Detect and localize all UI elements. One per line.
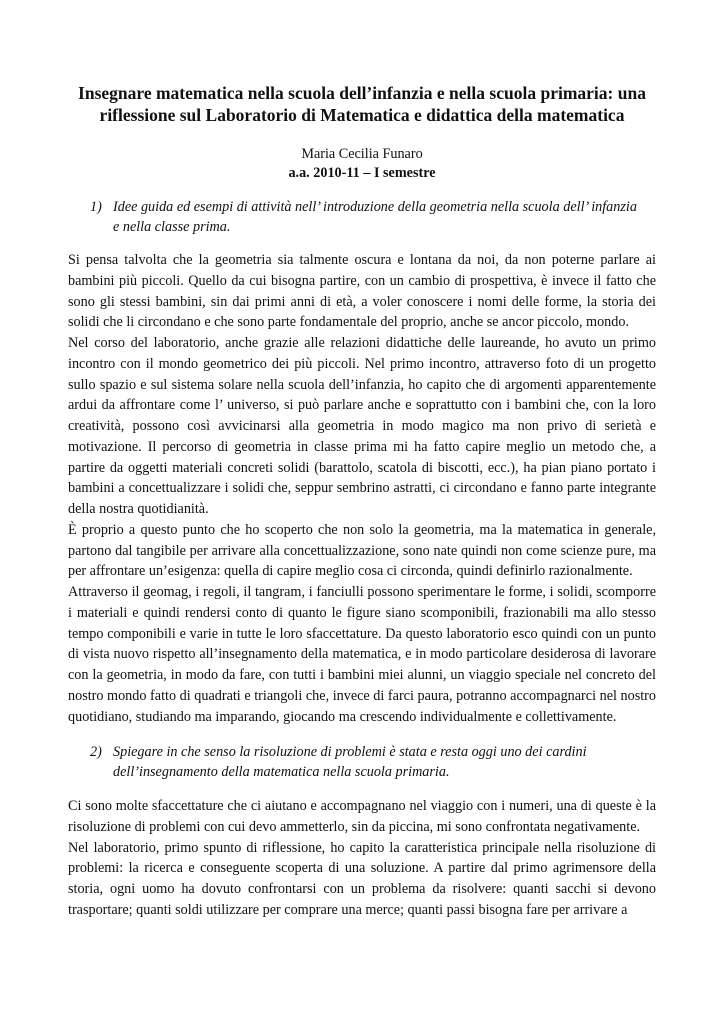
paragraph: Nel corso del laboratorio, anche grazie alle relazioni didattiche delle laureande, ho avuto un primo incontro con il mondo geometrico dei più piccoli. Nel primo incontro, attraverso foto di un progetto sullo spazio e sul sistema solare nella scuola dell’infanzia, ho capito che di argomenti apparentemente ardui da affrontare come l’ universo, si può parlare anche e soprattutto con i bambini che, con la loro creatività, possono così avvicinarsi alla geometria in modo magico ma non privo di serietà e motivazione. Il percorso di geometria in classe prima mi ha fatto capire meglio un metodo che, a partire da oggetti materiali concreti solidi (barattolo, scatola di biscotti, ecc.), ha pian piano portato i bambini a concettualizzare i solidi che, seppur sembrino astratti, ci circondano e fanno parte integrante della nostra quotidianità. — [68, 335, 656, 517]
paragraph: Si pensa talvolta che la geometria sia talmente oscura e lontana da noi, da non poterne parlare ai bambini più piccoli. Quello da cui bisogna partire, con un cambio di prospettiva, è invece il fatto che sono gli stessi bambini, sin dai primi anni di età, a voler conoscere i nomi delle forme, la storia dei solidi che li circondano e che sono parte fondamentale del proprio, anche se ancor piccolo, mondo. — [68, 252, 656, 331]
paragraph: Attraverso il geomag, i regoli, il tangram, i fanciulli possono sperimentare le forme, i solidi, scomporre i materiali e quindi rendersi conto di quanto le figure siano scomponibili, frazionabili ma allo stesso tempo componibili e varie in tutte le loro sfaccettature. Da questo laboratorio esco quindi con un punto di vista nuovo rispetto all’insegnamento della matematica, e in modo particolare desiderosa di lavorare con la geometria, in modo da fare, con tutti i bambini miei alunni, un viaggio speciale nel concreto del nostro mondo fatto di quadrati e triangoli che, invece di farci paura, potranno accompagnarci nel nostro quotidiano, studiando ma imparando, giocando ma crescendo individualmente e collettivamente. — [68, 584, 656, 725]
section-1-heading-line-1: Idee guida ed esempi di attività nell’ introduzione della geometria nella scuola dell’ infanzia — [113, 199, 637, 215]
author-name: Maria Cecilia Funaro — [301, 146, 423, 162]
paragraph: Nel laboratorio, primo spunto di riflessione, ho capito la caratteristica principale nella risoluzione di problemi: la ricerca e conseguente scoperta di una soluzione. A partire dal primo agrimensore della storia, ogni uomo ha dovuto confrontarsi con un problema da risolvere: quanti sacchi si devono trasportare; quanti soldi utilizzare per comprare una merce; quanti passi bisogna fare per arrivare a — [68, 839, 656, 918]
section-2-body — [68, 796, 656, 921]
paragraph: È proprio a questo punto che ho scoperto che non solo la geometria, ma la matematica in generale, partono dal tangibile per arrivare alla concettualizzazione, sono nate quindi non come scienze pure, ma per affrontare un’esigenza: quella di capire meglio cosa ci circonda, quindi definirlo razionalmente. — [68, 521, 656, 580]
academic-year: a.a. 2010-11 – I semestre — [288, 165, 436, 181]
section-2-heading-line-2: dell’insegnamento della matematica nella scuola primaria. — [113, 763, 450, 780]
title-line-1: Insegnare matematica nella scuola dell’infanzia e nella scuola primaria: una — [78, 83, 646, 103]
paragraph: Ci sono molte sfaccettature che ci aiutano e accompagnano nel viaggio con i numeri, una di queste è la risoluzione di problemi con cui devo ammetterlo, sin da piccina, mi sono confrontata negativamente. — [68, 798, 656, 835]
title-line-2: riflessione sul Laboratorio di Matematica e didattica della matematica — [99, 105, 625, 125]
section-1-heading-line-2: e nella classe prima. — [113, 218, 231, 235]
document-title — [60, 82, 664, 126]
section-1-body — [68, 250, 656, 727]
section-2-heading-line-1: Spiegare in che senso la risoluzione di problemi è stata e resta oggi uno dei cardini — [113, 744, 587, 760]
section-1-number: 1) — [90, 199, 102, 215]
section-1-heading — [90, 198, 660, 237]
section-2-heading — [90, 743, 660, 782]
section-2-number: 2) — [90, 744, 102, 760]
